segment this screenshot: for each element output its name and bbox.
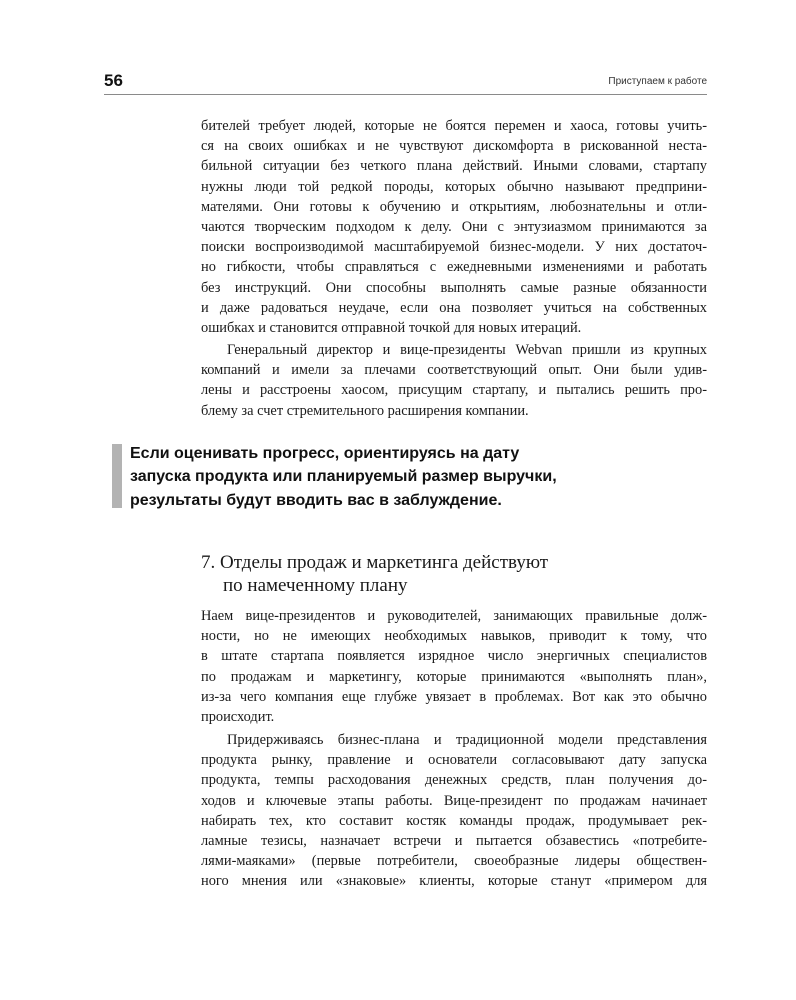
text-line: в штате стартапа появляется изрядное число энергичных специалистов [201,648,707,665]
text-line: поиски воспроизводимой масштабируемой бизнес-модели. У них достаточ- [201,239,707,256]
pull-quote-line: Если оценивать прогресс, ориентируясь на дату [130,445,520,462]
text-line: продукта, темпы расходования денежных средств, план получения до- [201,772,707,789]
pull-quote-bar [112,444,122,508]
text-line: компаний и имели за плечами соответствующий опыт. Они были удив- [201,362,707,379]
text-line: по продажам и маркетингу, которые принимаются «выполнять план», [201,668,707,685]
text-line: из-за чего компания еще глубже увязает в проблемах. Вот как это обычно [201,688,707,705]
text-line: бителей требует людей, которые не боятся перемен и хаоса, готовы учить- [201,118,707,134]
text-line: набирать тех, кто составит костяк команды продаж, продумывает рек- [201,812,707,829]
pull-quote-line: результаты будут вводить вас в заблуждение. [130,491,502,509]
text-line: ламные тезисы, назначает встречи и пытается обзавестись «потребите- [201,832,707,849]
text-line: ходов и ключевые этапы работы. Вице-президент по продажам начинает [201,792,707,809]
section-heading-line: по намеченному плану [223,575,408,596]
text-line: без инструкций. Они способны выполнять самые разные обязанности [201,279,707,296]
pull-quote-text [130,442,557,512]
text-line: нужны люди той редкой породы, которых обычно называют предприни- [201,178,707,195]
page-header [104,70,707,95]
section-heading-line: 7. Отделы продаж и маркетинга действуют [201,552,549,573]
running-head: Приступаем к работе [608,76,707,87]
text-line: чаются творческим подходом к делу. Они с энтузиазмом принимаются за [201,218,707,235]
text-line: блему за счет стремительного расширения компании. [201,402,529,419]
paragraph-3 [201,606,707,727]
text-line: бильной ситуации без четкого плана действий. Иными словами, стартапу [201,158,707,175]
paragraph-1 [201,116,707,338]
text-line: Придерживаясь бизнес-плана и традиционной модели представления [227,732,707,748]
paragraph-4 [201,730,707,892]
text-line: лены и расстроены хаосом, присущим стартапу, и пытались решить про- [201,382,707,399]
text-line: ности, но не имеющих необходимых навыков, приводит к тому, что [201,628,707,645]
text-line: и даже радоваться неудаче, если она позволяет учиться на собственных [201,299,707,316]
text-line: продукта рынку, правление и основатели согласовывают дату запуска [201,752,707,769]
page-number: 56 [104,71,123,90]
pull-quote [104,442,624,510]
text-line: ошибках и становится отправной точкой для новых итераций. [201,319,582,336]
text-line: Генеральный директор и вице-президенты Webvan пришли из крупных [227,342,707,358]
text-line: происходит. [201,708,275,725]
paragraph-2 [201,340,707,421]
text-line: ся на своих ошибках и не чувствуют дискомфорта в рискованной неста- [201,138,707,155]
pull-quote-line: запуска продукта или планируемый размер выручки, [130,468,557,486]
text-line: но гибкости, чтобы справляться с ежедневными изменениями и работать [201,259,707,276]
text-line: ного мнения или «знаковые» клиенты, которые станут «примером для [201,873,707,890]
section-heading [201,551,548,597]
text-line: Наем вице-президентов и руководителей, занимающих правильные долж- [201,608,707,624]
text-line: лями-маяками» (первые потребители, своеобразные лидеры обществен- [201,853,707,870]
text-line: мателями. Они готовы к обучению и открытиям, любознательны и отли- [201,198,707,215]
